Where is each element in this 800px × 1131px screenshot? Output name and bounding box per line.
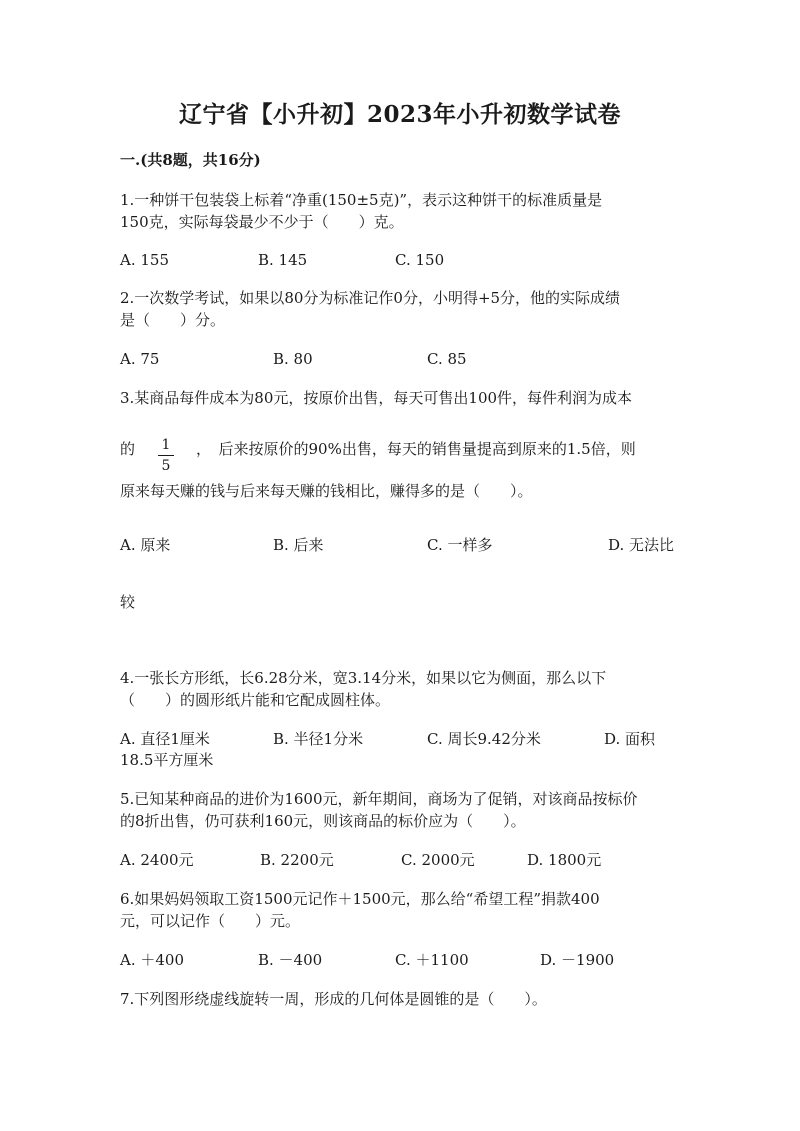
question-2-line-2: 是（ ）分。 (120, 311, 226, 329)
fraction-bar (158, 455, 174, 456)
question-3-option-b: B. 后来 (273, 536, 324, 554)
question-4-option-d: D. 面积 (604, 730, 656, 748)
question-5-option-c: C. 2000元 (401, 851, 475, 869)
question-1-option-a: A. 155 (120, 251, 169, 269)
question-2-line-1: 2.一次数学考试，如果以80分为标准记作0分，小明得+5分，他的实际成绩 (120, 289, 621, 307)
question-1-line-2: 150克，实际每袋最少不少于（ ）克。 (120, 213, 404, 231)
question-3-line-2-prefix: 的 (120, 440, 136, 458)
question-4-option-d-wrap: 18.5平方厘米 (120, 751, 214, 769)
question-2-option-b: B. 80 (273, 350, 313, 368)
question-3-option-c: C. 一样多 (427, 536, 493, 554)
question-5-line-2: 的8折出售，仍可获利160元，则该商品的标价应为（ ）。 (120, 812, 526, 830)
section-heading: 一.(共8题，共16分) (120, 151, 261, 169)
question-1-line-1: 1.一种饼干包装袋上标着“净重(150±5克)”，表示这种饼干的标准质量是 (120, 191, 603, 209)
question-5-line-1: 5.已知某种商品的进价为1600元，新年期间，商场为了促销，对该商品按标价 (120, 790, 638, 808)
question-3-line-3: 原来每天赚的钱与后来每天赚的钱相比，赚得多的是（ ）。 (120, 482, 533, 500)
question-6-option-b: B. －400 (258, 951, 323, 969)
question-3-line-2-suffix: ， 后来按原价的90%出售，每天的销售量提高到原来的1.5倍，则 (196, 440, 636, 458)
question-4-line-1: 4.一张长方形纸，长6.28分米，宽3.14分米，如果以它为侧面，那么以下 (120, 669, 607, 687)
question-2-option-a: A. 75 (120, 350, 160, 368)
question-6-option-c: C. ＋1100 (395, 951, 469, 969)
question-2-option-c: C. 85 (427, 350, 467, 368)
question-1-option-b: B. 145 (258, 251, 308, 269)
question-6-option-a: A. ＋400 (120, 951, 184, 969)
question-6-line-1: 6.如果妈妈领取工资1500元记作＋1500元，那么给“希望工程”捐款400 (120, 890, 600, 908)
question-5-option-a: A. 2400元 (120, 851, 194, 869)
fraction-one-fifth (156, 436, 176, 475)
question-4-option-b: B. 半径1分米 (273, 730, 364, 748)
question-6-option-d: D. －1900 (540, 951, 615, 969)
question-4-line-2: （ ）的圆形纸片能和它配成圆柱体。 (120, 691, 391, 709)
question-1-option-c: C. 150 (395, 251, 445, 269)
fraction-denominator: 5 (161, 458, 171, 474)
question-3-option-d: D. 无法比 (608, 536, 675, 554)
question-3-option-d-wrap: 较 (120, 593, 136, 611)
question-5-option-d: D. 1800元 (527, 851, 602, 869)
question-6-line-2: 元，可以记作（ ）元。 (120, 912, 301, 930)
question-5-option-b: B. 2200元 (260, 851, 334, 869)
fraction-numerator: 1 (161, 437, 171, 453)
question-3-line-1: 3.某商品每件成本为80元，按原价出售，每天可售出100件，每件利润为成本 (120, 389, 633, 407)
question-7-line-1: 7.下列图形绕虚线旋转一周，形成的几何体是圆锥的是（ ）。 (120, 990, 547, 1008)
page-title: 辽宁省【小升初】2023年小升初数学试卷 (178, 101, 621, 128)
question-4-option-a: A. 直径1厘米 (120, 730, 210, 748)
question-4-option-c: C. 周长9.42分米 (427, 730, 541, 748)
question-3-option-a: A. 原来 (120, 536, 171, 554)
